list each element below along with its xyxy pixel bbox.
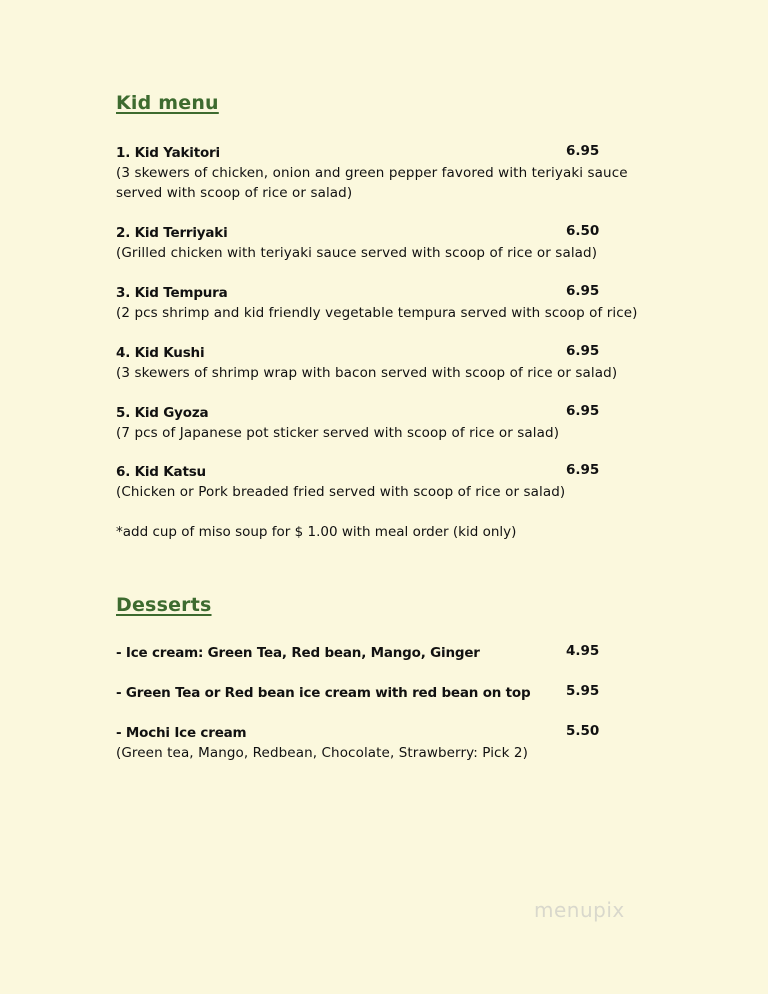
kid-menu-item [116, 403, 656, 443]
item-name: 4. Kid Kushi [116, 345, 205, 361]
item-description: (3 skewers of shrimp wrap with bacon served with scoop of rice or salad) [116, 365, 618, 381]
item-price: 6.95 [566, 283, 600, 299]
kid-menu-item [116, 283, 656, 323]
item-price: 5.95 [566, 683, 600, 699]
item-name: - Green Tea or Red bean ice cream with red bean on top [116, 685, 531, 701]
kid-menu-item [116, 143, 656, 203]
dessert-item [116, 643, 656, 663]
item-name: 3. Kid Tempura [116, 285, 228, 301]
item-name: 1. Kid Yakitori [116, 145, 220, 161]
kid-menu-item [116, 343, 656, 383]
item-description: (2 pcs shrimp and kid friendly vegetable tempura served with scoop of rice) [116, 305, 638, 321]
miso-soup-note: *add cup of miso soup for $ 1.00 with meal order (kid only) [116, 524, 517, 540]
dessert-item [116, 683, 656, 703]
watermark-logo: menupix [534, 898, 625, 922]
item-name: - Ice cream: Green Tea, Red bean, Mango, Ginger [116, 645, 480, 661]
desserts-title: Desserts [116, 594, 212, 616]
item-name: 2. Kid Terriyaki [116, 225, 228, 241]
item-name: 5. Kid Gyoza [116, 405, 209, 421]
item-price: 6.95 [566, 343, 600, 359]
item-description: (Chicken or Pork breaded fried served with scoop of rice or salad) [116, 484, 566, 500]
item-description: (Green tea, Mango, Redbean, Chocolate, Strawberry: Pick 2) [116, 745, 528, 761]
item-name: 6. Kid Katsu [116, 464, 206, 480]
kid-menu-title: Kid menu [116, 92, 219, 114]
item-description: (7 pcs of Japanese pot sticker served with scoop of rice or salad) [116, 425, 560, 441]
item-price: 6.95 [566, 462, 600, 478]
item-price: 6.95 [566, 403, 600, 419]
item-price: 6.50 [566, 223, 600, 239]
item-description: (Grilled chicken with teriyaki sauce served with scoop of rice or salad) [116, 245, 598, 261]
dessert-item [116, 723, 656, 763]
kid-menu-item [116, 223, 656, 263]
kid-menu-item [116, 462, 656, 502]
item-description: (3 skewers of chicken, onion and green pepper favored with teriyaki sauce served with scoop of rice or salad) [116, 165, 628, 201]
item-name: - Mochi Ice cream [116, 725, 247, 741]
item-price: 4.95 [566, 643, 600, 659]
item-price: 6.95 [566, 143, 600, 159]
item-price: 5.50 [566, 723, 600, 739]
